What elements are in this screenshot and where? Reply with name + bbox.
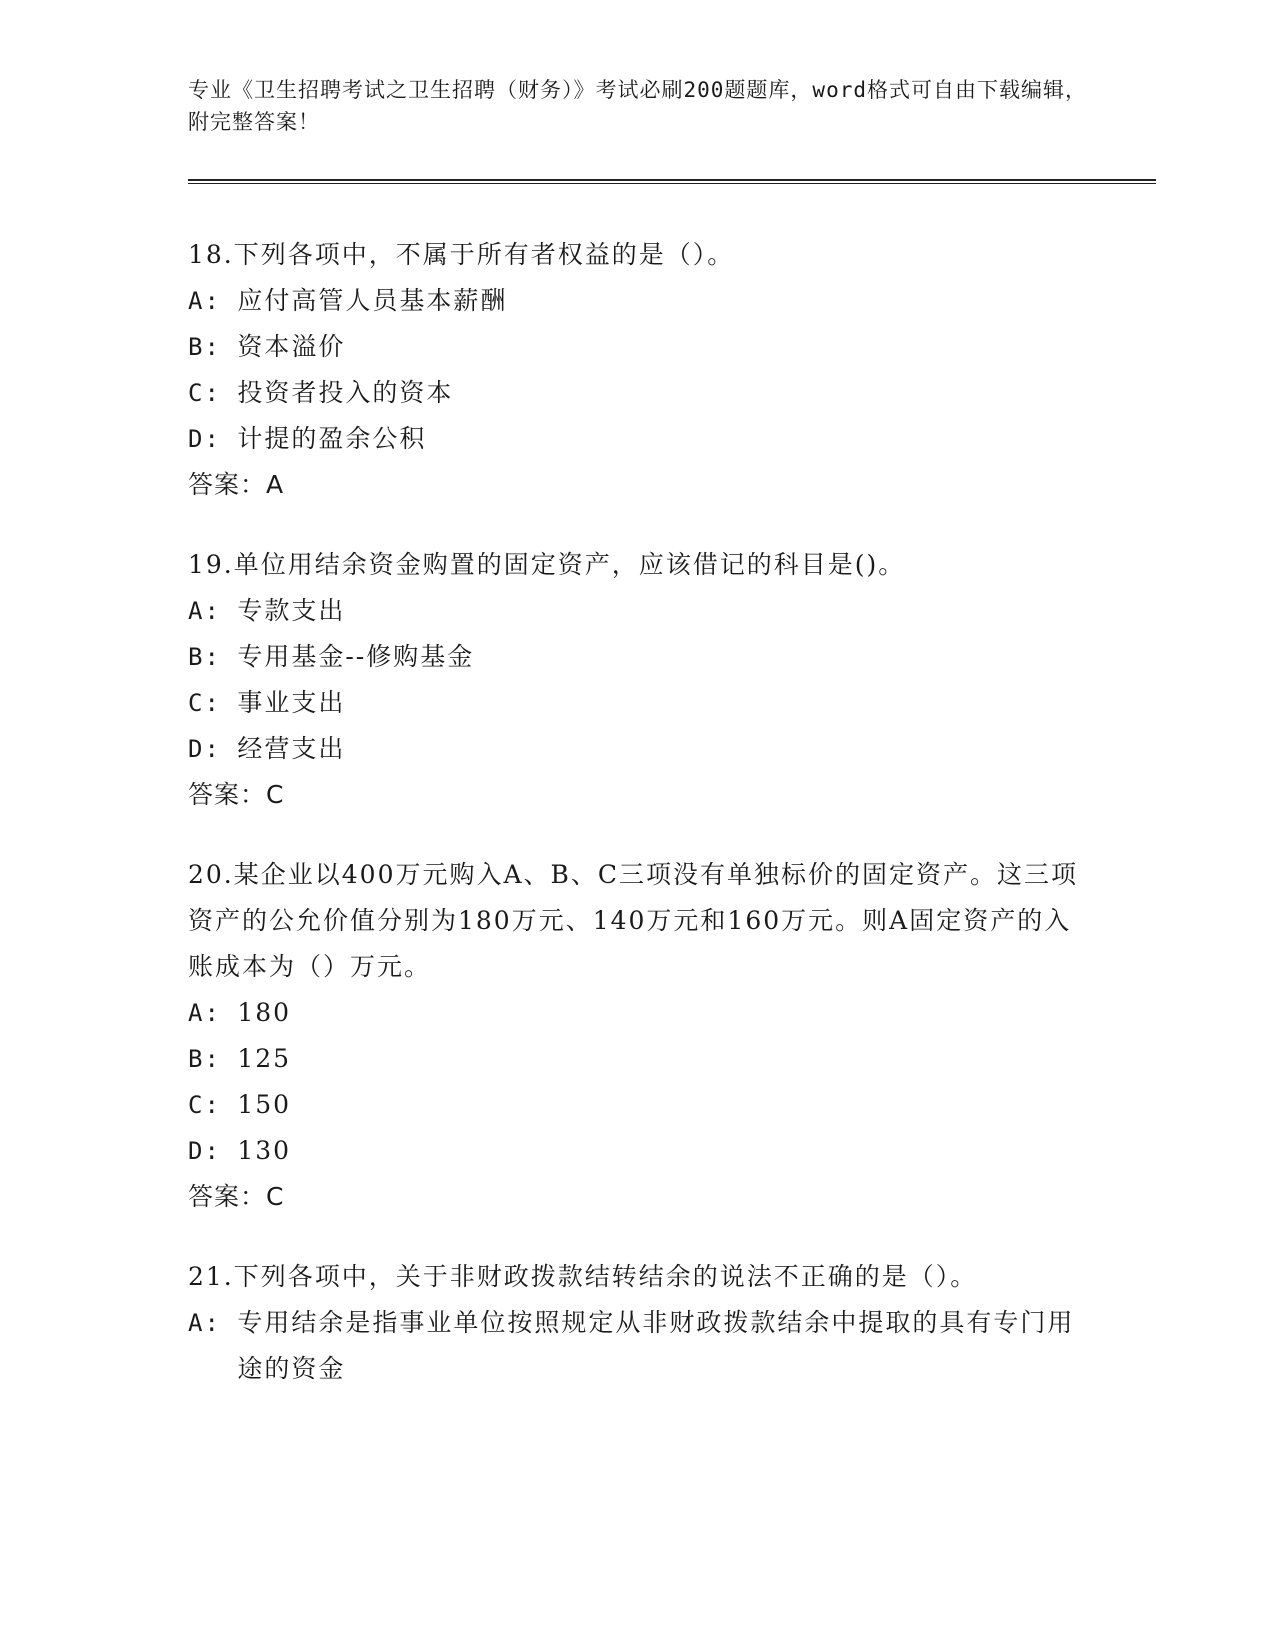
option-d <box>188 416 1088 462</box>
question-text: 21.下列各项中，关于非财政拨款结转结余的说法不正确的是（）。 <box>188 1262 978 1291</box>
option-text: 资本溢价 <box>237 332 346 361</box>
option-text: 专用结余是指事业单位按照规定从非财政拨款结余中提取的具有专门用途的资金 <box>237 1308 1075 1383</box>
option-letter: C: <box>188 379 238 407</box>
option-text: 专用基金--修购基金 <box>237 642 475 671</box>
option-a <box>188 1300 1088 1392</box>
question-20 <box>188 852 1088 1220</box>
question-18 <box>188 232 1088 508</box>
question-text: 18.下列各项中，不属于所有者权益的是（）。 <box>188 240 735 269</box>
answer-line: 答案：A <box>188 470 285 499</box>
option-b <box>188 1036 1088 1082</box>
option-text: 130 <box>237 1136 292 1165</box>
option-text: 125 <box>237 1044 292 1073</box>
option-text: 投资者投入的资本 <box>237 378 454 407</box>
option-text: 应付高管人员基本薪酬 <box>237 286 508 315</box>
option-text: 经营支出 <box>237 734 346 763</box>
header-divider <box>188 179 1156 181</box>
option-letter: D: <box>188 735 238 763</box>
option-letter: D: <box>188 425 238 453</box>
option-letter: A: <box>188 287 238 315</box>
option-text: 180 <box>237 998 292 1027</box>
question-list <box>188 232 1088 1426</box>
question-text: 20.某企业以400万元购入A、B、C三项没有单独标价的固定资产。这三项资产的公允价值分别为180万元、140万元和160万元。则A固定资产的入账成本为（）万元。 <box>188 860 1079 981</box>
answer-line: 答案：C <box>188 780 285 809</box>
option-text: 事业支出 <box>237 688 346 717</box>
header-divider-thin <box>188 183 1156 184</box>
option-letter: C: <box>188 1091 238 1119</box>
option-text: 150 <box>237 1090 292 1119</box>
option-a <box>188 278 1088 324</box>
option-letter: A: <box>188 999 238 1027</box>
option-text: 计提的盈余公积 <box>237 424 427 453</box>
option-letter: D: <box>188 1137 238 1165</box>
document-header: 专业《卫生招聘考试之卫生招聘（财务）》考试必刷200题题库，word格式可自由下载编辑，附完整答案！ <box>188 78 1087 134</box>
option-letter: A: <box>188 597 238 625</box>
question-19 <box>188 542 1088 818</box>
question-21 <box>188 1254 1088 1392</box>
option-letter: B: <box>188 1045 238 1073</box>
option-letter: A: <box>188 1309 238 1337</box>
option-c <box>188 680 1088 726</box>
option-letter: C: <box>188 689 238 717</box>
option-c <box>188 370 1088 416</box>
option-a <box>188 990 1088 1036</box>
option-a <box>188 588 1088 634</box>
option-d <box>188 726 1088 772</box>
option-c <box>188 1082 1088 1128</box>
option-d <box>188 1128 1088 1174</box>
option-text: 专款支出 <box>237 596 346 625</box>
option-b <box>188 324 1088 370</box>
option-b <box>188 634 1088 680</box>
question-text: 19.单位用结余资金购置的固定资产，应该借记的科目是()。 <box>188 550 906 579</box>
option-letter: B: <box>188 643 238 671</box>
answer-line: 答案：C <box>188 1182 285 1211</box>
option-letter: B: <box>188 333 238 361</box>
